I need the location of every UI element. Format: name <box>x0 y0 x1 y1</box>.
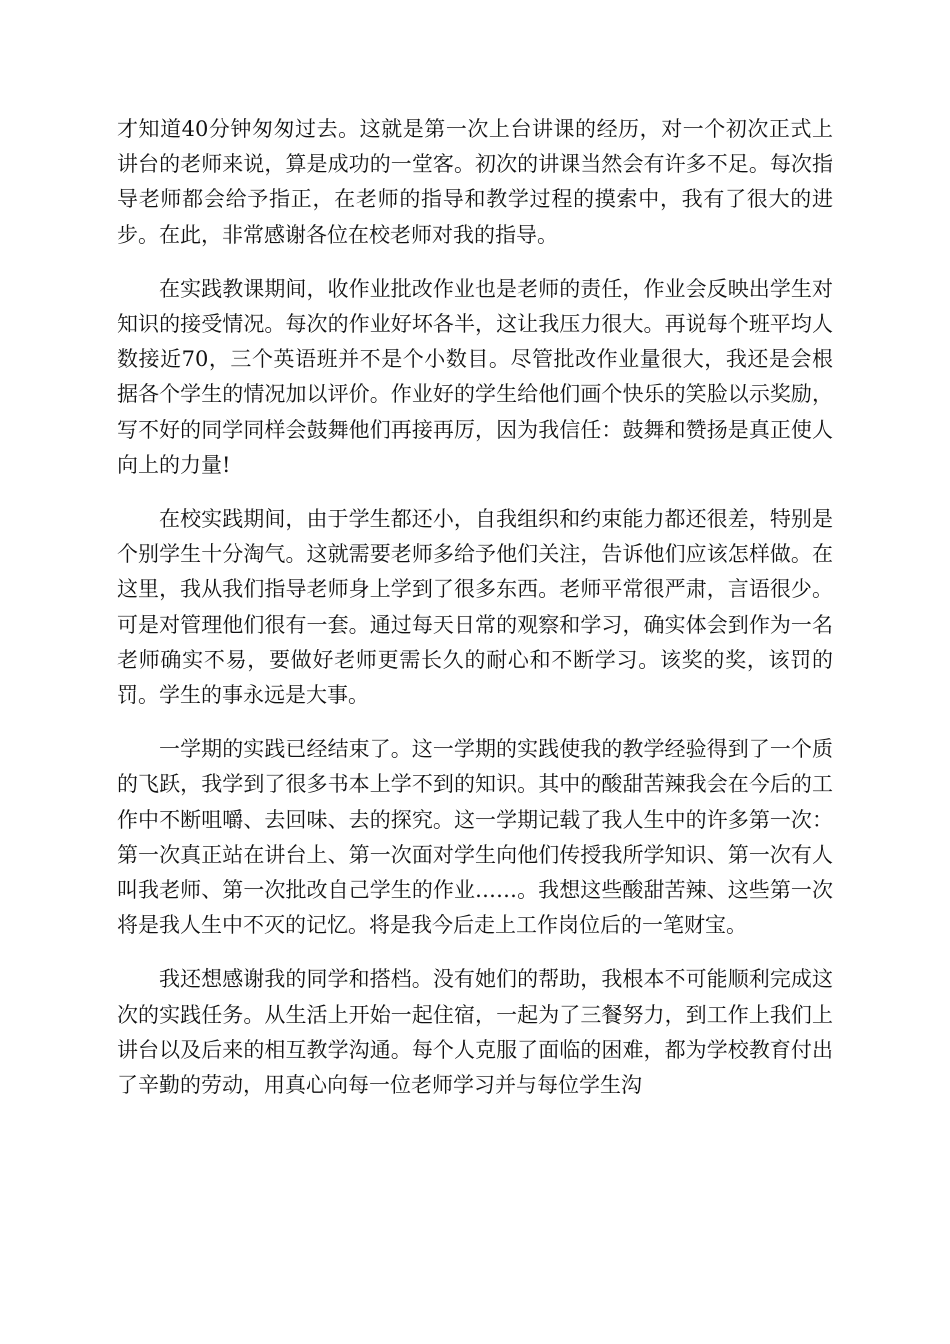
paragraph-1: 才知道40分钟匆匆过去。这就是第一次上台讲课的经历，对一个初次正式上讲台的老师来说，算是成功的一堂客。初次的讲课当然会有许多不足。每次指导老师都会给予指正，在老师的指导和教学过程的摸索中，我有了很大的进步。在此，非常感谢各位在校老师对我的指导。 <box>117 117 833 247</box>
paragraph-5: 我还想感谢我的同学和搭档。没有她们的帮助，我根本不可能顺利完成这次的实践任务。从生活上开始一起住宿，一起为了三餐努力，到工作上我们上讲台以及后来的相互教学沟通。每个人克服了面临的困难，都为学校教育付出了辛勤的劳动，用真心向每一位老师学习并与每位学生沟 <box>117 967 833 1098</box>
paragraph-4: 一学期的实践已经结束了。这一学期的实践使我的教学经验得到了一个质的飞跃，我学到了很多书本上学不到的知识。其中的酸甜苦辣我会在今后的工作中不断咀嚼、去回味、去的探究。这一学期记载了我人生中的许多第一次：第一次真正站在讲台上、第一次面对学生向他们传授我所学知识、第一次有人叫我老师、第一次批改自己学生的作业……。我想这些酸甜苦辣、这些第一次将是我人生中不灭的记忆。将是我今后走上工作岗位后的一笔财宝。 <box>117 737 833 938</box>
document-page <box>117 112 833 1122</box>
paragraph-2: 在实践教课期间，收作业批改作业也是老师的责任，作业会反映出学生对知识的接受情况。每次的作业好坏各半，这让我压力很大。再说每个班平均人数接近70，三个英语班并不是个小数目。尽管批改作业量很大，我还是会根据各个学生的情况加以评价。作业好的学生给他们画个快乐的笑脸以示奖励，写不好的同学同样会鼓舞他们再接再厉，因为我信任：鼓舞和赞扬是真正使人向上的力量! <box>117 276 833 477</box>
paragraph-3: 在校实践期间，由于学生都还小，自我组织和约束能力都还很差，特别是个别学生十分淘气。这就需要老师多给予他们关注，告诉他们应该怎样做。在这里，我从我们指导老师身上学到了很多东西。老师平常很严肃，言语很少。可是对管理他们很有一套。通过每天日常的观察和学习，确实体会到作为一名老师确实不易，要做好老师更需长久的耐心和不断学习。该奖的奖，该罚的罚。学生的事永远是大事。 <box>117 507 833 708</box>
